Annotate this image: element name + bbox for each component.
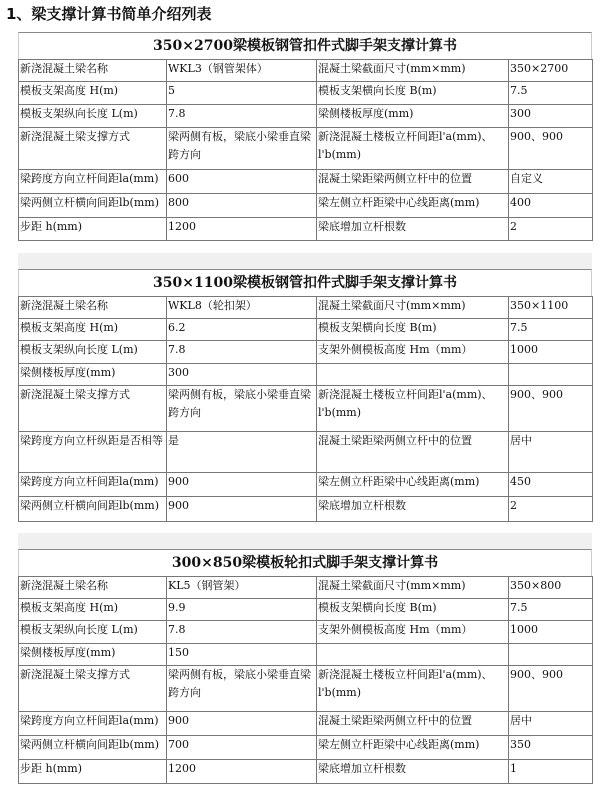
table-row — [19, 386, 593, 432]
calc-grid — [18, 576, 593, 784]
cell-value: 600 — [167, 170, 317, 194]
cell-label: 梁跨度方向立杆间距la(mm) — [19, 170, 167, 194]
cell-label: 新浇混凝土梁名称 — [19, 60, 167, 82]
cell-label: 新浇混凝土梁支撑方式 — [19, 128, 167, 170]
cell-value — [509, 644, 593, 666]
cell-value: 350×2700 — [509, 60, 593, 82]
cell-value: 1000 — [509, 621, 593, 644]
table-row — [19, 577, 593, 599]
cell-value: WKL8（轮扣架） — [167, 297, 317, 319]
cell-value: 7.8 — [167, 105, 317, 128]
cell-label: 梁左侧立杆距梁中心线距离(mm) — [317, 473, 509, 497]
cell-value: 1 — [509, 760, 593, 784]
table-row — [19, 760, 593, 784]
cell-label: 梁左侧立杆距梁中心线距离(mm) — [317, 736, 509, 760]
cell-value: 2 — [509, 497, 593, 522]
cell-value: 居中 — [509, 712, 593, 736]
table-row — [19, 297, 593, 319]
cell-value: 1200 — [167, 760, 317, 784]
cell-value: 350×1100 — [509, 297, 593, 319]
cell-label: 梁两侧立杆横向间距lb(mm) — [19, 736, 167, 760]
cell-value: 7.5 — [509, 599, 593, 621]
cell-value: 1200 — [167, 218, 317, 241]
cell-label: 模板支架高度 H(m) — [19, 319, 167, 341]
table-row — [19, 644, 593, 666]
cell-label: 梁侧楼板厚度(mm) — [19, 364, 167, 386]
table-row — [19, 364, 593, 386]
table-gap — [18, 253, 592, 269]
table-row — [19, 341, 593, 364]
cell-label: 梁两侧立杆横向间距lb(mm) — [19, 497, 167, 522]
cell-label: 梁侧楼板厚度(mm) — [317, 105, 509, 128]
cell-label — [317, 364, 509, 386]
cell-value: 300 — [167, 364, 317, 386]
cell-label: 模板支架高度 H(m) — [19, 599, 167, 621]
table-row — [19, 170, 593, 194]
cell-value: 350 — [509, 736, 593, 760]
cell-label: 模板支架纵向长度 L(m) — [19, 621, 167, 644]
cell-label: 混凝土梁距梁两侧立杆中的位置 — [317, 432, 509, 473]
cell-value: 2 — [509, 218, 593, 241]
table-gap — [18, 533, 592, 549]
cell-value: 9.9 — [167, 599, 317, 621]
calc-table-2 — [18, 269, 592, 522]
cell-label: 模板支架纵向长度 L(m) — [19, 341, 167, 364]
table-row — [19, 621, 593, 644]
cell-value: 梁两侧有板，梁底小梁垂直梁跨方向 — [167, 666, 317, 712]
calc-grid — [18, 59, 593, 241]
cell-label: 新浇混凝土楼板立杆间距l'a(mm)、l'b(mm) — [317, 386, 509, 432]
cell-label: 模板支架高度 H(m) — [19, 82, 167, 105]
cell-label: 模板支架纵向长度 L(m) — [19, 105, 167, 128]
cell-label: 新浇混凝土梁名称 — [19, 577, 167, 599]
table-title: 300×850梁模板轮扣式脚手架支撑计算书 — [18, 549, 592, 576]
table-row — [19, 128, 593, 170]
table-row — [19, 218, 593, 241]
cell-label: 混凝土梁距梁两侧立杆中的位置 — [317, 170, 509, 194]
cell-label: 混凝土梁距梁两侧立杆中的位置 — [317, 712, 509, 736]
cell-value: 300 — [509, 105, 593, 128]
table-row — [19, 736, 593, 760]
cell-value: WKL3（钢管架体） — [167, 60, 317, 82]
cell-value: 7.5 — [509, 319, 593, 341]
table-row — [19, 105, 593, 128]
cell-label: 步距 h(mm) — [19, 218, 167, 241]
table-row — [19, 432, 593, 473]
calc-table-3 — [18, 549, 592, 784]
cell-value: 450 — [509, 473, 593, 497]
table-title: 350×1100梁模板钢管扣件式脚手架支撑计算书 — [18, 269, 592, 296]
cell-value: 梁两侧有板，梁底小梁垂直梁跨方向 — [167, 386, 317, 432]
cell-label: 模板支架横向长度 B(m) — [317, 82, 509, 105]
cell-value: 1000 — [509, 341, 593, 364]
cell-label: 梁跨度方向立杆间距la(mm) — [19, 712, 167, 736]
table-row — [19, 599, 593, 621]
cell-value: 700 — [167, 736, 317, 760]
cell-label: 混凝土梁截面尺寸(mm×mm) — [317, 297, 509, 319]
cell-value: 900 — [167, 473, 317, 497]
cell-label: 梁跨度方向立杆纵距是否相等 — [19, 432, 167, 473]
cell-value: 900 — [167, 712, 317, 736]
cell-value: 梁两侧有板，梁底小梁垂直梁跨方向 — [167, 128, 317, 170]
cell-value: 7.8 — [167, 341, 317, 364]
cell-label: 新浇混凝土梁支撑方式 — [19, 666, 167, 712]
cell-label — [317, 644, 509, 666]
cell-label: 新浇混凝土梁支撑方式 — [19, 386, 167, 432]
cell-value: 900、900 — [509, 666, 593, 712]
cell-label: 梁左侧立杆距梁中心线距离(mm) — [317, 194, 509, 218]
cell-label: 支架外侧模板高度 Hm（mm） — [317, 341, 509, 364]
table-row — [19, 473, 593, 497]
cell-value: 800 — [167, 194, 317, 218]
cell-label: 新浇混凝土楼板立杆间距l'a(mm)、l'b(mm) — [317, 128, 509, 170]
cell-label: 支架外侧模板高度 Hm（mm） — [317, 621, 509, 644]
cell-value: 6.2 — [167, 319, 317, 341]
table-row — [19, 712, 593, 736]
table-row — [19, 666, 593, 712]
cell-label: 新浇混凝土楼板立杆间距l'a(mm)、l'b(mm) — [317, 666, 509, 712]
cell-label: 模板支架横向长度 B(m) — [317, 599, 509, 621]
cell-value: 是 — [167, 432, 317, 473]
cell-value: 900、900 — [509, 386, 593, 432]
calc-table-1 — [18, 32, 592, 241]
table-row — [19, 319, 593, 341]
cell-value: 7.5 — [509, 82, 593, 105]
cell-value: 7.8 — [167, 621, 317, 644]
table-row — [19, 194, 593, 218]
cell-label: 混凝土梁截面尺寸(mm×mm) — [317, 577, 509, 599]
cell-label: 梁侧楼板厚度(mm) — [19, 644, 167, 666]
calc-grid — [18, 296, 593, 522]
table-row — [19, 82, 593, 105]
cell-label: 梁底增加立杆根数 — [317, 497, 509, 522]
cell-label: 梁跨度方向立杆间距la(mm) — [19, 473, 167, 497]
table-row — [19, 60, 593, 82]
cell-label: 步距 h(mm) — [19, 760, 167, 784]
cell-label: 新浇混凝土梁名称 — [19, 297, 167, 319]
cell-value: 900、900 — [509, 128, 593, 170]
cell-value: 150 — [167, 644, 317, 666]
cell-value: 350×800 — [509, 577, 593, 599]
cell-value: KL5（钢管架） — [167, 577, 317, 599]
cell-value — [509, 364, 593, 386]
page-heading: 1、梁支撑计算书简单介绍列表 — [6, 5, 212, 23]
cell-label: 梁底增加立杆根数 — [317, 760, 509, 784]
cell-label: 混凝土梁截面尺寸(mm×mm) — [317, 60, 509, 82]
table-row — [19, 497, 593, 522]
cell-value: 400 — [509, 194, 593, 218]
cell-value: 5 — [167, 82, 317, 105]
cell-label: 梁底增加立杆根数 — [317, 218, 509, 241]
table-title: 350×2700梁模板钢管扣件式脚手架支撑计算书 — [18, 32, 592, 59]
cell-value: 居中 — [509, 432, 593, 473]
cell-value: 自定义 — [509, 170, 593, 194]
cell-value: 900 — [167, 497, 317, 522]
cell-label: 模板支架横向长度 B(m) — [317, 319, 509, 341]
cell-label: 梁两侧立杆横向间距lb(mm) — [19, 194, 167, 218]
